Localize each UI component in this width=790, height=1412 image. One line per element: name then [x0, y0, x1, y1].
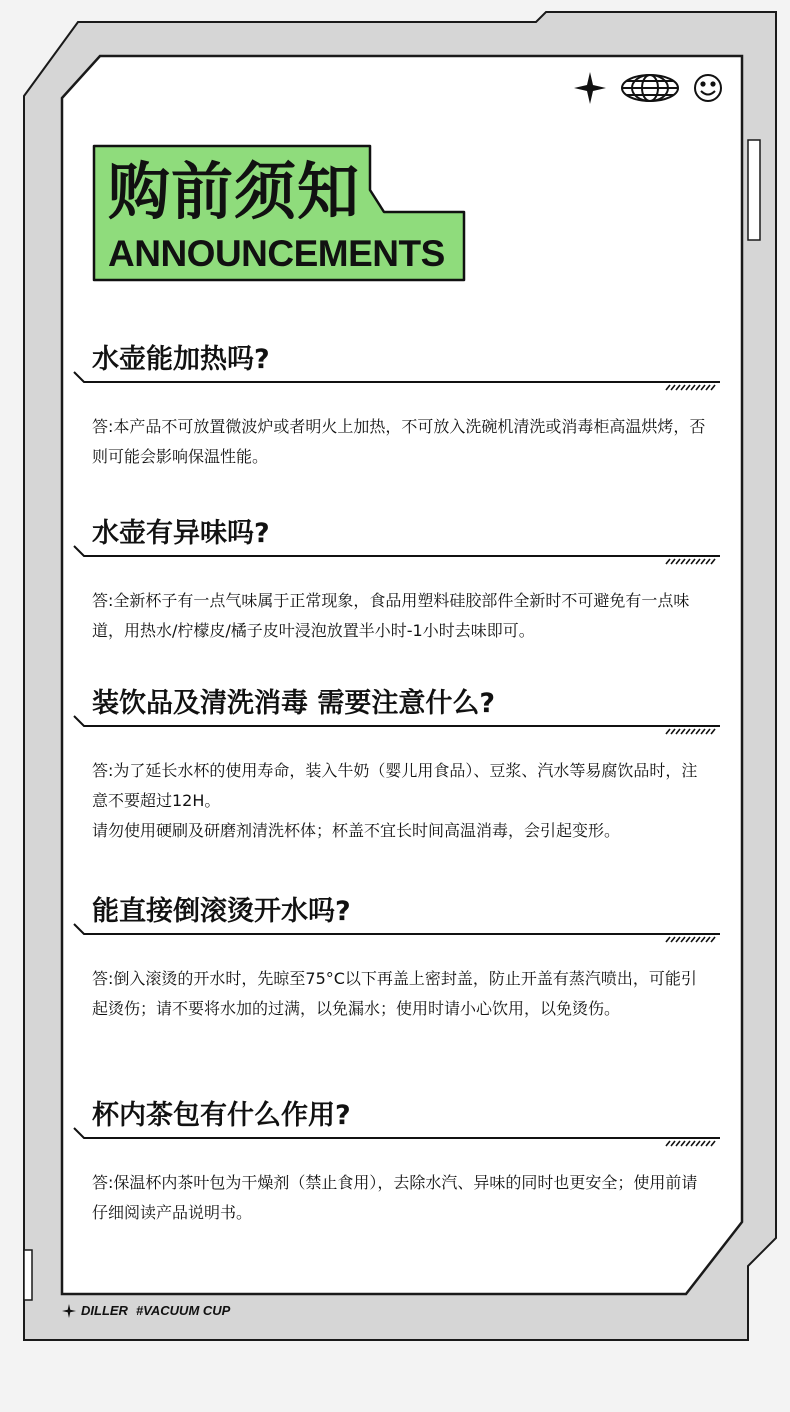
faq-question: 水壶能加热吗? [92, 344, 270, 375]
answer-line: 答:为了延长水杯的使用寿命，装入牛奶（婴儿用食品）、豆浆、汽水等易腐饮品时，注意不要超过12H。 [92, 761, 698, 810]
faq-answer [92, 412, 712, 472]
sparkle-icon [574, 72, 606, 104]
star-icon [62, 1304, 76, 1318]
answer-line: 答:全新杯子有一点气味属于正常现象，食品用塑料硅胶部件全新时不可避免有一点味道，用热水/柠檬皮/橘子皮叶浸泡放置半小时-1小时去味即可。 [92, 591, 690, 640]
globe-icon [622, 75, 678, 101]
page-title: 购前须知 [108, 155, 361, 228]
answer-line: 答:保温杯内茶叶包为干燥剂（禁止食用），去除水汽、异味的同时也更安全；使用前请仔细阅读产品说明书。 [92, 1173, 698, 1222]
faq-answer [92, 756, 712, 846]
faq-question: 能直接倒滚烫开水吗? [92, 896, 351, 927]
question-underline [72, 368, 720, 398]
brand-name: DILLER [81, 1303, 128, 1318]
question-underline [72, 1124, 720, 1154]
faq-question: 装饮品及清洗消毒 需要注意什么? [92, 688, 496, 719]
question-underline [72, 712, 720, 742]
brand-tag: #VACUUM CUP [135, 1303, 231, 1318]
question-underline [72, 542, 720, 572]
faq-question: 杯内茶包有什么作用? [92, 1100, 351, 1131]
faq-answer [92, 1168, 712, 1228]
faq-question: 水壶有异味吗? [92, 518, 270, 549]
top-icons [572, 68, 732, 108]
answer-line: 请勿使用硬刷及研磨剂清洗杯体；杯盖不宜长时间高温消毒，会引起变形。 [92, 821, 621, 840]
faq-answer [92, 964, 712, 1024]
answer-line: 答:本产品不可放置微波炉或者明火上加热，不可放入洗碗机清洗或消毒柜高温烘烤，否则可能会影响保温性能。 [92, 417, 706, 466]
page-subtitle: ANNOUNCEMENTS [108, 233, 445, 274]
footer-brand [62, 1300, 230, 1322]
question-underline [72, 920, 720, 950]
answer-line: 答:倒入滚烫的开水时，先晾至75°C以下再盖上密封盖，防止开盖有蒸汽喷出，可能引起烫伤；请不要将水加的过满，以免漏水；使用时请小心饮用，以免烫伤。 [92, 969, 697, 1018]
smiley-icon [695, 75, 721, 101]
faq-answer [92, 586, 712, 646]
